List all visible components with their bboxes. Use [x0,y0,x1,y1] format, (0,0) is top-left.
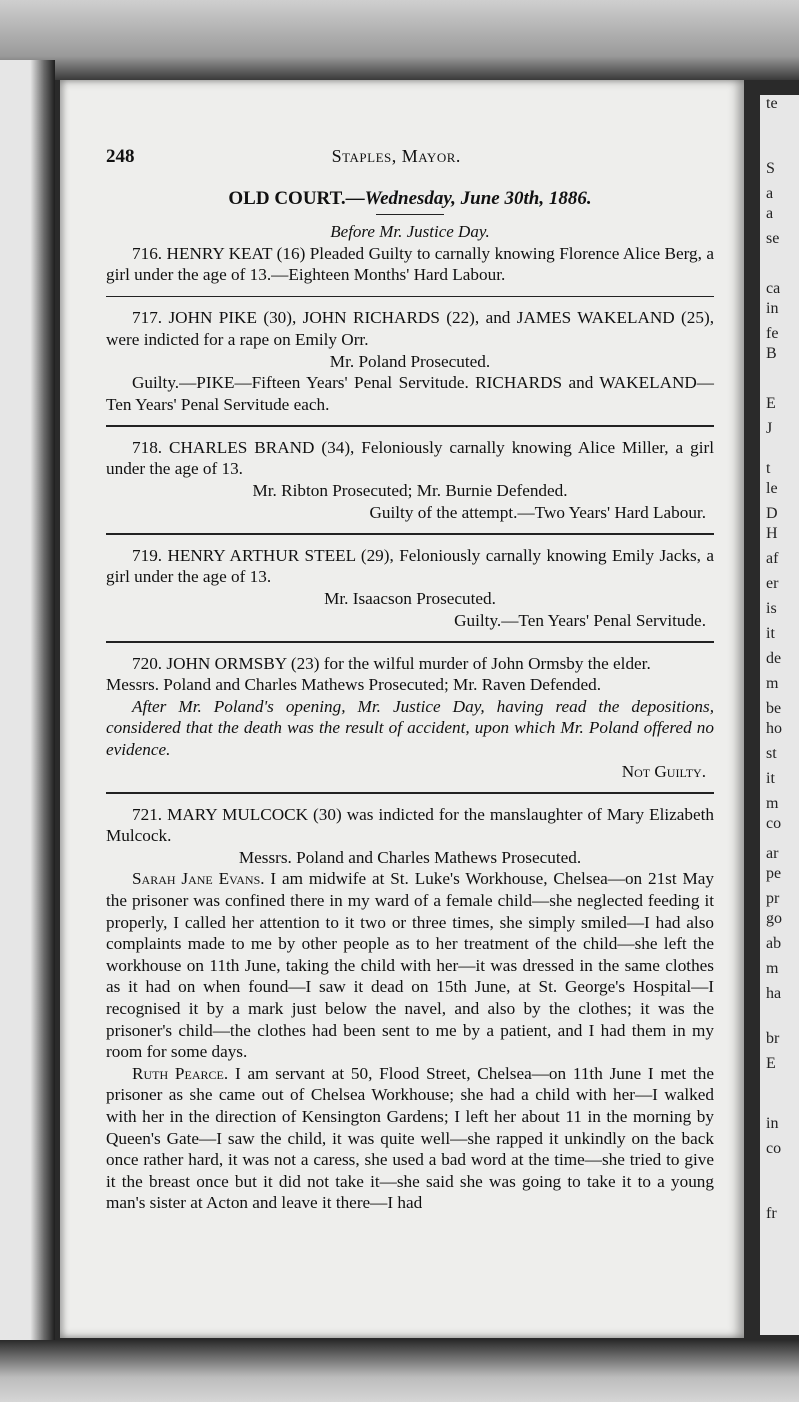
case-text: 721. MARY MULCOCK (30) was indicted for the manslaughter of Mary Elizabeth Mulcock. [106,804,714,846]
case-divider [106,425,714,427]
session-date: Wednesday, June 30th, 1886. [364,188,592,209]
adjacent-page-fragment: se [766,230,780,247]
adjacent-page-fragment: ar [766,845,779,862]
testimony-text: I am servant at 50, Flood Street, Chelsea—on 11th June I met the prisoner as she came out of Chelsea Workhouse; she had a child with her—I walked with her in the direction of Kensington Gardens; I left her about 11 in the morning by Queen's Gate—I saw the child, it was quite well—she rapped it unkindly on the back once rather hard, it was not a caress, she used a bad word at the time—she tried to give it the breast once but it did not take it—she said she was going to take it to a young man's sister at Acton and leave it there—I had [106,1063,714,1213]
adjacent-page-fragment: a [766,185,774,202]
adjacent-page-fragment: af [766,550,779,567]
counsel-line: Mr. Poland Prosecuted. [329,351,491,371]
adjacent-page-fragment: pr [766,890,780,907]
adjacent-page-fragment: te [766,95,778,112]
adjacent-page-fragment: fe [766,325,779,342]
adjacent-page-fragment: ca [766,280,781,297]
adjacent-page-fragment: le [766,480,778,497]
page-header [106,146,714,186]
witness-name: Sarah Jane Evans. [132,869,265,889]
page-number: 248 [106,146,135,167]
adjacent-page-fragment: go [766,910,782,927]
adjacent-page-fragment: er [766,575,779,592]
document-page [60,80,744,1338]
adjacent-page-fragment: m [766,675,779,692]
adjacent-page-fragment: it [766,625,775,642]
running-head: Staples, Mayor. [331,146,461,166]
witness-testimony [106,868,714,1062]
heading-divider [376,214,444,216]
adjacent-page-fragment: co [766,815,782,832]
adjacent-page-fragment: B [766,345,777,362]
witness-name: Ruth Pearce. [132,1063,229,1083]
scan-top-margin [0,0,799,80]
adjacent-page-fragment: be [766,700,782,717]
case-716 [106,243,714,286]
counsel-line: Messrs. Poland and Charles Mathews Prosecuted; Mr. Raven Defended. [106,675,601,695]
case-718 [106,437,714,523]
adjacent-page-fragment: it [766,770,775,787]
case-text: 719. HENRY ARTHUR STEEL (29), Feloniously carnally knowing Emily Jacks, a girl under the age of 13. [106,545,714,587]
counsel-line: Messrs. Poland and Charles Mathews Prosecuted. [238,847,582,867]
case-721 [106,804,714,1214]
court-name: OLD COURT. [228,188,346,209]
adjacent-page-fragment: fr [766,1205,777,1222]
adjacent-page-fragment: st [766,745,777,762]
adjacent-page-fragment: pe [766,865,782,882]
case-text: 716. HENRY KEAT (16) Pleaded Guilty to carnally knowing Florence Alice Berg, a girl under the age of 13.—Eighteen Months' Hard Labour. [106,243,714,285]
adjacent-page-fragment: co [766,1140,782,1157]
adjacent-page-fragment: m [766,960,779,977]
adjacent-page-fragment: de [766,650,782,667]
scan-bottom-margin [0,1340,799,1402]
page-content [106,146,714,1214]
adjacent-page-fragment: D [766,505,778,522]
verdict: Not Guilty. [621,761,706,781]
counsel-line: Mr. Isaacson Prosecuted. [324,588,496,608]
procedural-note: After Mr. Poland's opening, Mr. Justice Day, having read the depositions, considered that the death was the result of accident, upon which Mr. Poland offered no evidence. [106,696,714,759]
adjacent-page-fragment: E [766,1055,776,1072]
verdict: Guilty of the attempt.—Two Years' Hard Labour. [369,502,706,522]
adjacent-page-fragment: in [766,300,779,317]
adjacent-page-fragment: S [766,160,775,177]
case-717 [106,307,714,415]
case-text: 717. JOHN PIKE (30), JOHN RICHARDS (22), and JAMES WAKELAND (25), were indicted for a rape on Emily Orr. [106,308,714,349]
case-divider [106,792,714,794]
case-text: 720. JOHN ORMSBY (23) for the wilful murder of John Ormsby the elder. [132,653,651,673]
judge-line: Before Mr. Justice Day. [330,222,490,242]
verdict: Guilty.—Ten Years' Penal Servitude. [454,610,706,630]
adjacent-page-fragment: a [766,205,774,222]
adjacent-page-fragment: is [766,600,777,617]
case-divider [106,533,714,535]
book-binding-edge [0,60,55,1360]
adjacent-page-fragment: m [766,795,779,812]
case-divider [106,641,714,643]
testimony-text: I am midwife at St. Luke's Workhouse, Chelsea—on 21st May the prisoner was confined there in my ward of a female child—she neglected feeding it properly, I called her attention to it two or three times, she simply smiled—I had also complaints made to me by other people as to her treatment of the child—she left the workhouse on 11th June, taking the child with her—it was dressed in the same clothes as it had on when found—I saw it dead on 15th June, at St. George's Hospital—I recognised it by a mark just below the navel, and also by the clothes; it was the prisoner's child—the clothes had been sent to me by a patient, and I had them in my room for some days. [106,869,714,1062]
witness-testimony [106,1063,714,1214]
adjacent-page-fragment: br [766,1030,780,1047]
session-heading: OLD COURT.—Wednesday, June 30th, 1886. [228,188,592,209]
case-text: 718. CHARLES BRAND (34), Feloniously carnally knowing Alice Miller, a girl under the age of 13. [106,437,714,479]
adjacent-page-fragment: H [766,525,778,542]
case-720 [106,653,714,783]
adjacent-page-fragment: t [766,460,771,477]
adjacent-page-fragment: ho [766,720,782,737]
adjacent-page-edge [760,95,799,1335]
adjacent-page-fragment: in [766,1115,779,1132]
case-divider [106,296,714,298]
adjacent-page-fragment: ab [766,935,782,952]
verdict: Guilty.—PIKE—Fifteen Years' Penal Servitude. RICHARDS and WAKELAND—Ten Years' Penal Servitude each. [106,373,714,414]
counsel-line: Mr. Ribton Prosecuted; Mr. Burnie Defended. [252,481,568,501]
adjacent-page-fragment: E [766,395,776,412]
adjacent-page-fragment: ha [766,985,782,1002]
adjacent-page-fragment: J [766,420,773,437]
case-719 [106,545,714,631]
